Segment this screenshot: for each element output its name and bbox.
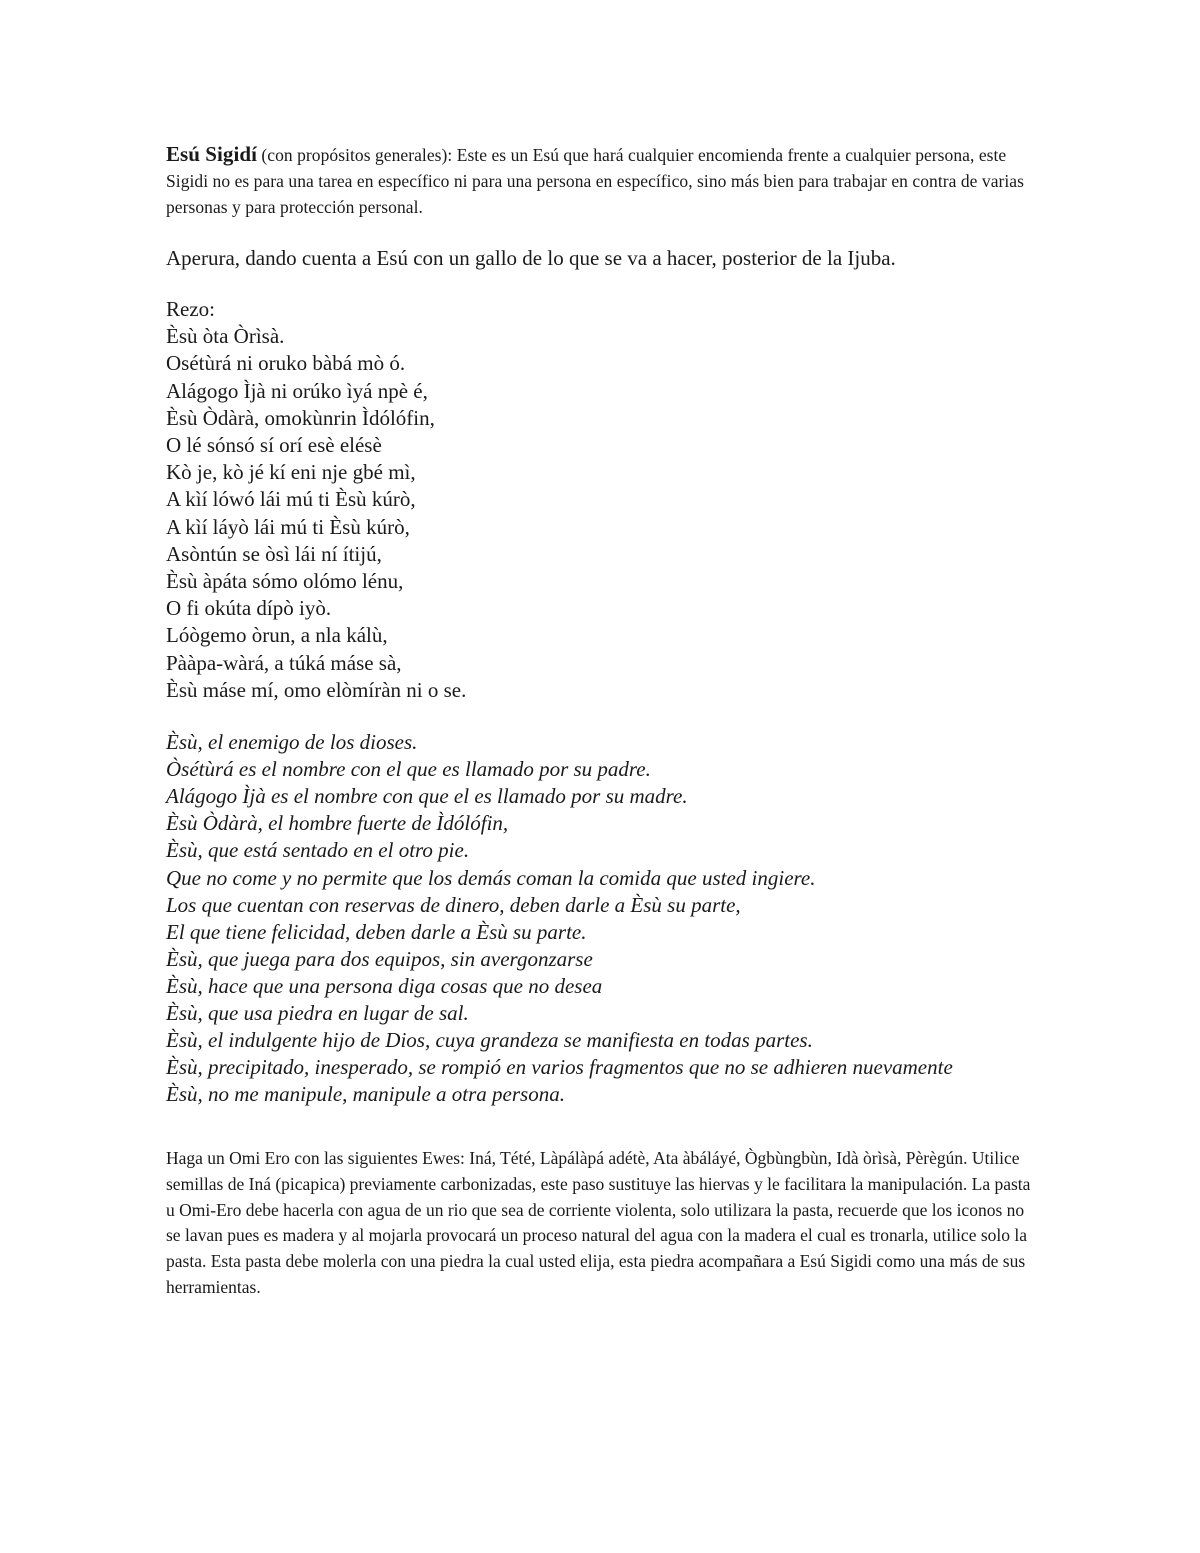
prayer-line: Osétùrá ni oruko bàbá mò ó. bbox=[166, 351, 406, 376]
prayer-line: O lé sónsó sí orí esè elésè bbox=[166, 433, 382, 458]
prayer-line: Pààpa-wàrá, a túká máse sà, bbox=[166, 650, 402, 675]
translation-line: Alágogo Ìjà es el nombre con que el es llamado por su madre. bbox=[166, 784, 688, 809]
translation-line: Èsù, que está sentado en el otro pie. bbox=[166, 838, 470, 863]
translation-block bbox=[166, 729, 1046, 1108]
translation-line: Èsù, no me manipule, manipule a otra persona. bbox=[166, 1082, 565, 1107]
prayer-line: A kìí láyò lái mú ti Èsù kúrò, bbox=[166, 514, 410, 539]
prayer-line: Èsù àpáta sómo olómo lénu, bbox=[166, 569, 404, 594]
intro-text: (con propósitos generales): Este es un Esú que hará cualquier encomienda frente a cualquier persona, este Sigidi no es para una tarea en específico ni para una persona en específico, sino más bien para trabajar en contra de varias personas y para protección personal. bbox=[166, 145, 1024, 217]
prayer-line: Èsù Òdàrà, omokùnrin Ìdólófin, bbox=[166, 405, 435, 430]
translation-line: Èsù, el indulgente hijo de Dios, cuya grandeza se manifiesta en todas partes. bbox=[166, 1028, 813, 1053]
prayer-line: Lóògemo òrun, a nla kálù, bbox=[166, 623, 388, 648]
translation-line: Èsù Òdàrà, el hombre fuerte de Ìdólófin, bbox=[166, 811, 509, 836]
translation-line: Òsétùrá es el nombre con el que es llamado por su padre. bbox=[166, 757, 651, 782]
prayer-line: Kò je, kò jé kí eni nje gbé mì, bbox=[166, 460, 416, 485]
translation-line: Que no come y no permite que los demás coman la comida que usted ingiere. bbox=[166, 865, 816, 890]
document-title: Esú Sigidí bbox=[166, 142, 257, 166]
instructions-paragraph: Haga un Omi Ero con las siguientes Ewes: Iná, Tété, Làpálàpá adétè, Ata àbáláyé, Ògbùngbùn, Idà òrìsà, Pèrègún. Utilice semillas de Iná (picapica) previamente carbonizadas, este paso sustituye las hiervas y le facilitara la manipulación. La pasta u Omi-Ero debe hacerla con agua de un rio que sea de corriente violenta, solo utilizara la pasta, recuerde que los iconos no se lavan pues es madera y al mojarla provocará un proceso natural del agua con la madera el cual es tronarla, utilice solo la pasta. Esta pasta debe molerla con una piedra la cual usted elija, esta piedra acompañara a Esú Sigidi como una más de sus herramientas. bbox=[166, 1148, 1031, 1297]
translation-line: Èsù, precipitado, inesperado, se rompió en varios fragmentos que no se adhieren nuevamente bbox=[166, 1055, 953, 1080]
prayer-heading: Rezo: bbox=[166, 297, 215, 321]
translation-line: Èsù, hace que una persona diga cosas que no desea bbox=[166, 973, 603, 998]
translation-line: Èsù, el enemigo de los dioses. bbox=[166, 730, 418, 755]
translation-line: Èsù, que juega para dos equipos, sin avergonzarse bbox=[166, 946, 593, 971]
opening-paragraph: Aperura, dando cuenta a Esú con un gallo de lo que se va a hacer, posterior de la Ijuba. bbox=[166, 246, 896, 270]
prayer-line: Asòntún se òsì lái ní ítijú, bbox=[166, 541, 382, 566]
prayer-line: Alágogo Ìjà ni orúko ìyá npè é, bbox=[166, 378, 428, 403]
translation-line: Èsù, que usa piedra en lugar de sal. bbox=[166, 1000, 469, 1025]
prayer-line: O fi okúta dípò iyò. bbox=[166, 596, 332, 621]
translation-line: El que tiene felicidad, deben darle a Èsù su parte. bbox=[166, 919, 587, 944]
prayer-block bbox=[166, 296, 1046, 704]
prayer-line: Èsù òta Òrìsà. bbox=[166, 324, 285, 349]
intro-paragraph bbox=[166, 141, 1046, 220]
prayer-line: Èsù máse mí, omo elòmíràn ni o se. bbox=[166, 677, 467, 702]
prayer-line: A kìí lówó lái mú ti Èsù kúrò, bbox=[166, 487, 416, 512]
document-page bbox=[166, 141, 1046, 1301]
translation-line: Los que cuentan con reservas de dinero, deben darle a Èsù su parte, bbox=[166, 892, 741, 917]
